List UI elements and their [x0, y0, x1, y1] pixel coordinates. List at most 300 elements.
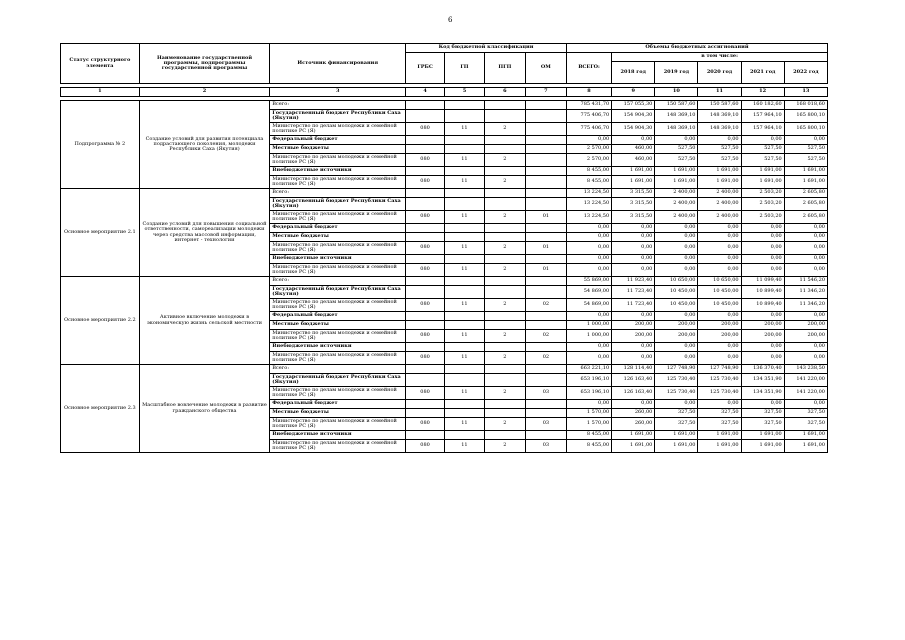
pgp-code [484, 110, 525, 123]
grbs-code [406, 409, 445, 418]
grbs-code [406, 233, 445, 242]
year-value: 1 691,00 [698, 431, 741, 440]
pgp-code [484, 312, 525, 321]
grbs-code [406, 365, 445, 374]
column-number: 3 [270, 88, 406, 97]
year-value: 0,00 [612, 224, 655, 233]
year-value: 0,00 [784, 136, 827, 145]
year-value: 165 800,10 [784, 110, 827, 123]
pgp-code [484, 365, 525, 374]
grbs-code: 080 [406, 418, 445, 431]
gp-code [444, 189, 484, 198]
year-value: 11 346,20 [784, 299, 827, 312]
year-value: 0,00 [784, 312, 827, 321]
om-code: 02 [525, 330, 566, 343]
funding-source: Всего: [270, 365, 406, 374]
gp-code [444, 431, 484, 440]
grbs-code [406, 312, 445, 321]
grbs-code: 080 [406, 352, 445, 365]
om-code [525, 365, 566, 374]
year-value: 0,00 [655, 233, 698, 242]
om-code [525, 189, 566, 198]
pgp-code [484, 189, 525, 198]
year-value: 327,50 [655, 418, 698, 431]
total-value: 663 221,10 [566, 365, 611, 374]
year-value: 2 503,20 [741, 189, 784, 198]
grbs-code [406, 136, 445, 145]
grbs-code [406, 277, 445, 286]
pgp-code: 2 [484, 154, 525, 167]
pgp-code: 2 [484, 176, 525, 189]
total-value: 0,00 [566, 242, 611, 255]
year-value: 1 691,00 [698, 176, 741, 189]
pgp-code [484, 198, 525, 211]
header-gp: ГП [444, 53, 484, 84]
pgp-code: 2 [484, 299, 525, 312]
table-row [61, 101, 828, 110]
header-om: ОМ [525, 53, 566, 84]
om-code: 02 [525, 299, 566, 312]
total-value: 0,00 [566, 255, 611, 264]
total-value: 0,00 [566, 264, 611, 277]
pgp-code [484, 343, 525, 352]
column-number: 2 [139, 88, 270, 97]
column-number: 9 [612, 88, 655, 97]
om-code [525, 198, 566, 211]
year-value: 0,00 [655, 136, 698, 145]
total-value: 13 224,50 [566, 198, 611, 211]
pgp-code [484, 374, 525, 387]
grbs-code [406, 224, 445, 233]
pgp-code [484, 255, 525, 264]
program-name: Активное включение молодежи в экономическую жизнь сельской местности [139, 277, 270, 365]
year-value: 11 723,40 [612, 299, 655, 312]
year-value: 10 650,00 [698, 277, 741, 286]
pgp-code [484, 145, 525, 154]
year-value: 0,00 [784, 264, 827, 277]
total-value: 8 455,00 [566, 176, 611, 189]
year-value: 0,00 [612, 136, 655, 145]
pgp-code [484, 431, 525, 440]
om-code [525, 136, 566, 145]
om-code [525, 224, 566, 233]
year-value: 0,00 [698, 136, 741, 145]
grbs-code [406, 374, 445, 387]
funding-source: Министерство по делам молодежи и семейной политике РС (Я) [270, 264, 406, 277]
year-value: 527,50 [741, 145, 784, 154]
header-including: в том числе: [612, 53, 828, 62]
year-value: 2 400,00 [655, 198, 698, 211]
year-value: 148 369,10 [698, 110, 741, 123]
table-row [61, 189, 828, 198]
year-value: 0,00 [741, 312, 784, 321]
header-year: 2021 год [741, 62, 784, 84]
year-value: 11 546,20 [784, 277, 827, 286]
pgp-code [484, 101, 525, 110]
year-value: 143 238,50 [784, 365, 827, 374]
grbs-code [406, 189, 445, 198]
year-value: 527,50 [655, 154, 698, 167]
grbs-code [406, 321, 445, 330]
year-value: 125 730,40 [698, 374, 741, 387]
funding-source: Государственный бюджет Республики Саха (Якутия) [270, 110, 406, 123]
funding-source: Федеральный бюджет [270, 224, 406, 233]
year-value: 127 748,90 [655, 365, 698, 374]
pgp-code: 2 [484, 330, 525, 343]
om-code [525, 101, 566, 110]
year-value: 10 450,00 [655, 286, 698, 299]
om-code: 01 [525, 264, 566, 277]
gp-code [444, 224, 484, 233]
pgp-code [484, 136, 525, 145]
om-code [525, 123, 566, 136]
om-code [525, 110, 566, 123]
year-value: 527,50 [698, 145, 741, 154]
funding-source: Министерство по делам молодежи и семейной политике РС (Я) [270, 211, 406, 224]
pgp-code [484, 409, 525, 418]
year-value: 2 400,00 [655, 189, 698, 198]
gp-code: 11 [444, 440, 484, 453]
year-value: 0,00 [741, 224, 784, 233]
gp-code: 11 [444, 418, 484, 431]
funding-source: Всего: [270, 189, 406, 198]
gp-code: 11 [444, 154, 484, 167]
grbs-code: 080 [406, 264, 445, 277]
total-value: 1 570,00 [566, 418, 611, 431]
table-header [61, 44, 828, 101]
header-volumes: Объемы бюджетных ассигнований [566, 44, 827, 53]
structural-element-status: Подпрограмма № 2 [61, 101, 140, 189]
program-name: Создание условий для повышения социальной ответственности, самореализации молодежи через средства массовой информации, интернет - технологии [139, 189, 270, 277]
pgp-code [484, 224, 525, 233]
year-value: 1 691,00 [741, 440, 784, 453]
total-value: 1 000,00 [566, 330, 611, 343]
gp-code [444, 312, 484, 321]
year-value: 0,00 [698, 255, 741, 264]
year-value: 0,00 [655, 224, 698, 233]
year-value: 0,00 [612, 233, 655, 242]
year-value: 2 503,20 [741, 198, 784, 211]
total-value: 13 224,50 [566, 211, 611, 224]
total-value: 653 196,10 [566, 374, 611, 387]
om-code [525, 409, 566, 418]
om-code [525, 154, 566, 167]
funding-source: Министерство по делам молодежи и семейной политике РС (Я) [270, 440, 406, 453]
gp-code [444, 198, 484, 211]
year-value: 2 503,20 [741, 211, 784, 224]
gp-code [444, 167, 484, 176]
gp-code [444, 409, 484, 418]
gp-code [444, 233, 484, 242]
year-value: 0,00 [784, 255, 827, 264]
year-value: 157 055,30 [612, 101, 655, 110]
column-number: 1 [61, 88, 140, 97]
om-code: 03 [525, 387, 566, 400]
page-number: 6 [448, 16, 453, 24]
om-code: 03 [525, 418, 566, 431]
funding-source: Федеральный бюджет [270, 400, 406, 409]
pgp-code: 2 [484, 264, 525, 277]
header-source: Источник финансирования [270, 44, 406, 84]
gp-code [444, 277, 484, 286]
year-value: 2 400,00 [698, 211, 741, 224]
om-code [525, 374, 566, 387]
total-value: 0,00 [566, 400, 611, 409]
year-value: 148 369,10 [655, 123, 698, 136]
gp-code [444, 286, 484, 299]
year-value: 11 099,40 [741, 277, 784, 286]
pgp-code: 2 [484, 418, 525, 431]
gp-code: 11 [444, 176, 484, 189]
funding-source: Внебюджетные источники [270, 343, 406, 352]
year-value: 134 351,90 [741, 374, 784, 387]
grbs-code: 080 [406, 176, 445, 189]
om-code: 01 [525, 211, 566, 224]
year-value: 136 370,40 [741, 365, 784, 374]
total-value: 8 455,00 [566, 167, 611, 176]
year-value: 1 691,00 [741, 176, 784, 189]
om-code [525, 167, 566, 176]
pgp-code: 2 [484, 387, 525, 400]
funding-source: Министерство по делам молодежи и семейной политике РС (Я) [270, 352, 406, 365]
total-value: 775 406,70 [566, 123, 611, 136]
gp-code: 11 [444, 123, 484, 136]
gp-code: 11 [444, 352, 484, 365]
header-status: Статус структурного элемента [61, 44, 140, 84]
header-year: 2019 год [655, 62, 698, 84]
gp-code [444, 365, 484, 374]
header-year: 2018 год [612, 62, 655, 84]
year-value: 2 400,00 [655, 211, 698, 224]
year-value: 10 899,40 [741, 286, 784, 299]
year-value: 160 182,60 [741, 101, 784, 110]
year-value: 126 163,40 [612, 374, 655, 387]
year-value: 327,50 [784, 418, 827, 431]
total-value: 785 431,70 [566, 101, 611, 110]
grbs-code [406, 286, 445, 299]
funding-source: Местные бюджеты [270, 321, 406, 330]
year-value: 0,00 [784, 352, 827, 365]
grbs-code: 080 [406, 154, 445, 167]
total-value: 0,00 [566, 343, 611, 352]
budget-table [60, 43, 828, 453]
total-value: 13 224,50 [566, 189, 611, 198]
om-code [525, 145, 566, 154]
year-value: 0,00 [655, 352, 698, 365]
grbs-code: 080 [406, 330, 445, 343]
pgp-code: 2 [484, 242, 525, 255]
total-value: 2 570,00 [566, 145, 611, 154]
year-value: 126 163,40 [612, 387, 655, 400]
year-value: 125 730,40 [655, 374, 698, 387]
year-value: 0,00 [784, 343, 827, 352]
funding-source: Внебюджетные источники [270, 255, 406, 264]
year-value: 0,00 [741, 136, 784, 145]
header-pgp: ПГП [484, 53, 525, 84]
pgp-code: 2 [484, 123, 525, 136]
pgp-code [484, 277, 525, 286]
gp-code [444, 255, 484, 264]
year-value: 154 904,30 [612, 110, 655, 123]
funding-source: Всего: [270, 277, 406, 286]
funding-source: Министерство по делам молодежи и семейной политике РС (Я) [270, 123, 406, 136]
year-value: 1 691,00 [741, 167, 784, 176]
gp-code: 11 [444, 242, 484, 255]
column-number: 12 [741, 88, 784, 97]
year-value: 0,00 [655, 312, 698, 321]
funding-source: Государственный бюджет Республики Саха (Якутия) [270, 198, 406, 211]
year-value: 1 691,00 [698, 167, 741, 176]
grbs-code [406, 255, 445, 264]
year-value: 134 351,90 [741, 387, 784, 400]
year-value: 10 450,00 [698, 286, 741, 299]
column-number: 11 [698, 88, 741, 97]
total-value: 1 000,00 [566, 321, 611, 330]
funding-source: Внебюджетные источники [270, 167, 406, 176]
year-value: 200,00 [655, 330, 698, 343]
year-value: 1 691,00 [612, 167, 655, 176]
om-code: 03 [525, 440, 566, 453]
year-value: 0,00 [784, 242, 827, 255]
header-kbk: Код бюджетной классификации [406, 44, 567, 53]
year-value: 0,00 [655, 343, 698, 352]
total-value: 0,00 [566, 224, 611, 233]
year-value: 0,00 [612, 255, 655, 264]
year-value: 168 018,60 [784, 101, 827, 110]
funding-source: Федеральный бюджет [270, 312, 406, 321]
column-number: 5 [444, 88, 484, 97]
year-value: 11 346,20 [784, 286, 827, 299]
gp-code: 11 [444, 330, 484, 343]
grbs-code [406, 110, 445, 123]
year-value: 200,00 [655, 321, 698, 330]
grbs-code: 080 [406, 211, 445, 224]
gp-code [444, 343, 484, 352]
year-value: 0,00 [655, 242, 698, 255]
year-value: 141 220,00 [784, 374, 827, 387]
total-value: 8 455,00 [566, 440, 611, 453]
funding-source: Министерство по делам молодежи и семейной политике РС (Я) [270, 154, 406, 167]
total-value: 55 869,00 [566, 277, 611, 286]
structural-element-status: Основное мероприятие 2.1 [61, 189, 140, 277]
total-value: 0,00 [566, 233, 611, 242]
gp-code [444, 321, 484, 330]
year-value: 327,50 [741, 418, 784, 431]
year-value: 154 904,30 [612, 123, 655, 136]
year-value: 148 369,10 [698, 123, 741, 136]
grbs-code: 080 [406, 387, 445, 400]
year-value: 200,00 [698, 330, 741, 343]
om-code [525, 255, 566, 264]
total-value: 0,00 [566, 312, 611, 321]
year-value: 327,50 [698, 409, 741, 418]
year-value: 1 691,00 [784, 176, 827, 189]
column-number: 7 [525, 88, 566, 97]
gp-code: 11 [444, 299, 484, 312]
total-value: 0,00 [566, 352, 611, 365]
om-code [525, 343, 566, 352]
year-value: 1 691,00 [612, 176, 655, 189]
header-total: ВСЕГО: [566, 53, 611, 84]
year-value: 260,00 [612, 409, 655, 418]
year-value: 0,00 [612, 352, 655, 365]
year-value: 327,50 [655, 409, 698, 418]
funding-source: Министерство по делам молодежи и семейной политике РС (Я) [270, 242, 406, 255]
om-code [525, 321, 566, 330]
pgp-code: 2 [484, 440, 525, 453]
year-value: 1 691,00 [784, 440, 827, 453]
table-row [61, 365, 828, 374]
year-value: 141 220,00 [784, 387, 827, 400]
year-value: 0,00 [741, 400, 784, 409]
grbs-code [406, 167, 445, 176]
program-name: Масштабное вовлечение молодежи в развитие гражданского общества [139, 365, 270, 453]
year-value: 1 691,00 [655, 440, 698, 453]
table-body [61, 101, 828, 453]
year-value: 2 400,00 [698, 189, 741, 198]
year-value: 0,00 [741, 233, 784, 242]
gp-code [444, 101, 484, 110]
funding-source: Внебюджетные источники [270, 431, 406, 440]
grbs-code [406, 198, 445, 211]
year-value: 127 748,90 [698, 365, 741, 374]
year-value: 0,00 [698, 233, 741, 242]
om-code [525, 176, 566, 189]
funding-source: Министерство по делам молодежи и семейной политике РС (Я) [270, 387, 406, 400]
funding-source: Местные бюджеты [270, 233, 406, 242]
om-code [525, 431, 566, 440]
pgp-code: 2 [484, 352, 525, 365]
total-value: 2 570,00 [566, 154, 611, 167]
header-grbs: ГРБС [406, 53, 445, 84]
year-value: 1 691,00 [784, 431, 827, 440]
year-value: 0,00 [741, 343, 784, 352]
column-number: 8 [566, 88, 611, 97]
pgp-code [484, 321, 525, 330]
year-value: 10 450,00 [698, 299, 741, 312]
year-value: 3 315,50 [612, 189, 655, 198]
total-value: 0,00 [566, 136, 611, 145]
year-value: 148 369,10 [655, 110, 698, 123]
funding-source: Министерство по делам молодежи и семейной политике РС (Я) [270, 418, 406, 431]
pgp-code [484, 233, 525, 242]
year-value: 1 691,00 [655, 176, 698, 189]
year-value: 1 691,00 [741, 431, 784, 440]
om-code: 01 [525, 242, 566, 255]
year-value: 0,00 [698, 242, 741, 255]
year-value: 260,00 [612, 418, 655, 431]
year-value: 3 315,50 [612, 211, 655, 224]
year-value: 327,50 [784, 409, 827, 418]
total-value: 8 455,00 [566, 431, 611, 440]
gp-code [444, 136, 484, 145]
year-value: 0,00 [741, 242, 784, 255]
year-value: 10 899,40 [741, 299, 784, 312]
om-code [525, 233, 566, 242]
grbs-code [406, 101, 445, 110]
year-value: 1 691,00 [612, 440, 655, 453]
year-value: 128 114,40 [612, 365, 655, 374]
column-number: 4 [406, 88, 445, 97]
column-number: 10 [655, 88, 698, 97]
gp-code: 11 [444, 211, 484, 224]
year-value: 11 923,40 [612, 277, 655, 286]
year-value: 1 691,00 [655, 431, 698, 440]
om-code: 02 [525, 352, 566, 365]
gp-code [444, 374, 484, 387]
pgp-code [484, 286, 525, 299]
header-year: 2022 год [784, 62, 827, 84]
